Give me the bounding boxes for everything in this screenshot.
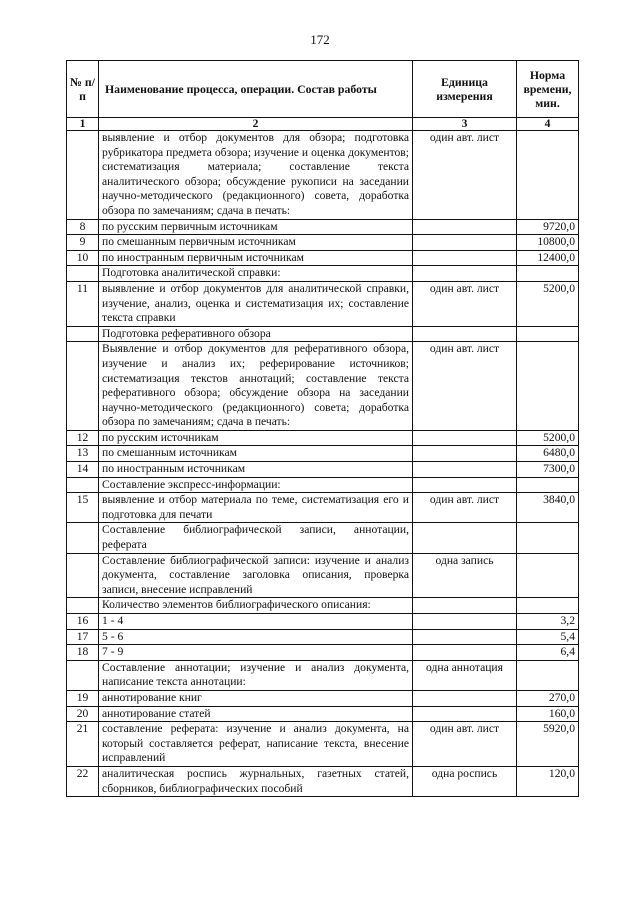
row-description: выявление и отбор документов для обзора; подготовка рубрикатора предмета обзора; изучение и оценка документов; систематизация материала; составление текста аналитического обзора; обсуждение рукописи на заседании научно-методического (редакционного) совета, доработка обзора по замечаниям; сдача в печать:: [99, 131, 413, 220]
table-row: [67, 706, 579, 722]
row-number: 22: [67, 766, 99, 796]
row-unit: [413, 598, 517, 614]
table-row: [67, 660, 579, 690]
row-number: [67, 477, 99, 493]
row-number: 10: [67, 250, 99, 266]
row-norm: 12400,0: [517, 250, 579, 266]
row-description: по русским источникам: [99, 430, 413, 446]
row-unit: один авт. лист: [413, 722, 517, 767]
row-norm: [517, 266, 579, 282]
row-number: 20: [67, 706, 99, 722]
row-description: выявление и отбор материала по теме, систематизация его и подготовка для печати: [99, 493, 413, 523]
row-unit: [413, 235, 517, 251]
row-norm: 9720,0: [517, 219, 579, 235]
row-number: 9: [67, 235, 99, 251]
table-row: [67, 645, 579, 661]
header-name: Наименование процесса, операции. Состав работы: [99, 61, 413, 118]
row-norm: 5,4: [517, 629, 579, 645]
row-unit: [413, 706, 517, 722]
row-description: по иностранным первичным источникам: [99, 250, 413, 266]
row-number: 13: [67, 446, 99, 462]
row-unit: [413, 326, 517, 342]
header-number: № п/п: [67, 61, 99, 118]
row-unit: одна роспись: [413, 766, 517, 796]
norms-table-body: [67, 61, 579, 797]
row-description: аннотирование статей: [99, 706, 413, 722]
row-number: [67, 660, 99, 690]
row-description: Составление экспресс-информации:: [99, 477, 413, 493]
table-row: [67, 722, 579, 767]
table-row: [67, 629, 579, 645]
table-row: [67, 598, 579, 614]
row-number: 16: [67, 614, 99, 630]
table-row: [67, 430, 579, 446]
row-unit: одна аннотация: [413, 660, 517, 690]
row-description: Выявление и отбор документов для реферативного обзора, изучение и анализ их; реферирование источников; систематизация текстов аннотаций; составление текста реферативного обзора; обсуждение обзора на заседании научно-методического (редакционного) совета; доработка обзора по замечаниям; сдача в печать:: [99, 342, 413, 431]
row-unit: [413, 614, 517, 630]
row-norm: 5920,0: [517, 722, 579, 767]
row-description: по смешанным первичным источникам: [99, 235, 413, 251]
table-row: [67, 477, 579, 493]
row-number: [67, 598, 99, 614]
table-row: [67, 235, 579, 251]
table-row: [67, 690, 579, 706]
row-description: Количество элементов библиографического описания:: [99, 598, 413, 614]
row-description: по иностранным источникам: [99, 462, 413, 478]
row-norm: 5200,0: [517, 430, 579, 446]
row-unit: [413, 645, 517, 661]
row-number: 21: [67, 722, 99, 767]
row-number: [67, 266, 99, 282]
row-norm: 120,0: [517, 766, 579, 796]
row-description: выявление и отбор документов для аналитической справки, изучение, анализ, оценка и систематизация их; составление текста справки: [99, 281, 413, 326]
table-row: [67, 446, 579, 462]
row-number: 14: [67, 462, 99, 478]
row-number: [67, 342, 99, 431]
table-row: [67, 614, 579, 630]
row-number: 11: [67, 281, 99, 326]
row-description: Подготовка реферативного обзора: [99, 326, 413, 342]
table-row: [67, 281, 579, 326]
row-unit: [413, 250, 517, 266]
table-row: [67, 326, 579, 342]
header-unit: Единица измерения: [413, 61, 517, 118]
table-row: [67, 219, 579, 235]
row-number: [67, 553, 99, 598]
row-description: аналитическая роспись журнальных, газетных статей, сборников, библиографических пособий: [99, 766, 413, 796]
row-unit: [413, 690, 517, 706]
table-row: [67, 523, 579, 553]
row-description: Составление библиографической записи: изучение и анализ документа, составление заголовка описания, проверка записи, внесение исправлений: [99, 553, 413, 598]
column-number-3: 3: [413, 118, 517, 131]
table-row: [67, 342, 579, 431]
row-unit: один авт. лист: [413, 493, 517, 523]
row-unit: [413, 219, 517, 235]
row-norm: [517, 660, 579, 690]
header-norm: Норма времени, мин.: [517, 61, 579, 118]
table-header-row: [67, 61, 579, 118]
row-norm: 10800,0: [517, 235, 579, 251]
row-norm: [517, 477, 579, 493]
row-unit: [413, 629, 517, 645]
row-description: Составление библиографической записи, аннотации, реферата: [99, 523, 413, 553]
page-number: 172: [310, 32, 330, 47]
row-number: 8: [67, 219, 99, 235]
table-row: [67, 250, 579, 266]
table-row: [67, 462, 579, 478]
row-description: 1 - 4: [99, 614, 413, 630]
row-norm: [517, 523, 579, 553]
row-norm: [517, 342, 579, 431]
table-row: [67, 493, 579, 523]
row-norm: 5200,0: [517, 281, 579, 326]
row-description: 7 - 9: [99, 645, 413, 661]
row-norm: 3840,0: [517, 493, 579, 523]
norms-table: [66, 60, 579, 797]
table-row: [67, 266, 579, 282]
row-number: 12: [67, 430, 99, 446]
row-unit: один авт. лист: [413, 131, 517, 220]
row-unit: [413, 523, 517, 553]
column-number-1: 1: [67, 118, 99, 131]
row-unit: [413, 266, 517, 282]
row-description: составление реферата: изучение и анализ документа, на который составляется реферат, написание текста, внесение исправлений: [99, 722, 413, 767]
table-row: [67, 553, 579, 598]
row-description: по смешанным источникам: [99, 446, 413, 462]
row-description: Составление аннотации; изучение и анализ документа, написание текста аннотации:: [99, 660, 413, 690]
row-number: 17: [67, 629, 99, 645]
row-norm: [517, 326, 579, 342]
row-norm: [517, 553, 579, 598]
row-unit: [413, 446, 517, 462]
row-unit: [413, 477, 517, 493]
row-number: 18: [67, 645, 99, 661]
row-description: аннотирование книг: [99, 690, 413, 706]
row-norm: [517, 131, 579, 220]
row-number: [67, 131, 99, 220]
row-unit: одна запись: [413, 553, 517, 598]
row-unit: [413, 430, 517, 446]
row-description: по русским первичным источникам: [99, 219, 413, 235]
table-row: [67, 766, 579, 796]
table-row: [67, 131, 579, 220]
row-norm: 160,0: [517, 706, 579, 722]
column-number-2: 2: [99, 118, 413, 131]
row-norm: 7300,0: [517, 462, 579, 478]
row-norm: [517, 598, 579, 614]
row-unit: один авт. лист: [413, 342, 517, 431]
row-number: 15: [67, 493, 99, 523]
row-unit: один авт. лист: [413, 281, 517, 326]
row-norm: 3,2: [517, 614, 579, 630]
row-norm: 6480,0: [517, 446, 579, 462]
column-number-4: 4: [517, 118, 579, 131]
row-number: 19: [67, 690, 99, 706]
column-numbers-row: [67, 118, 579, 131]
row-number: [67, 523, 99, 553]
row-description: 5 - 6: [99, 629, 413, 645]
row-norm: 270,0: [517, 690, 579, 706]
row-description: Подготовка аналитической справки:: [99, 266, 413, 282]
row-number: [67, 326, 99, 342]
row-norm: 6,4: [517, 645, 579, 661]
row-unit: [413, 462, 517, 478]
